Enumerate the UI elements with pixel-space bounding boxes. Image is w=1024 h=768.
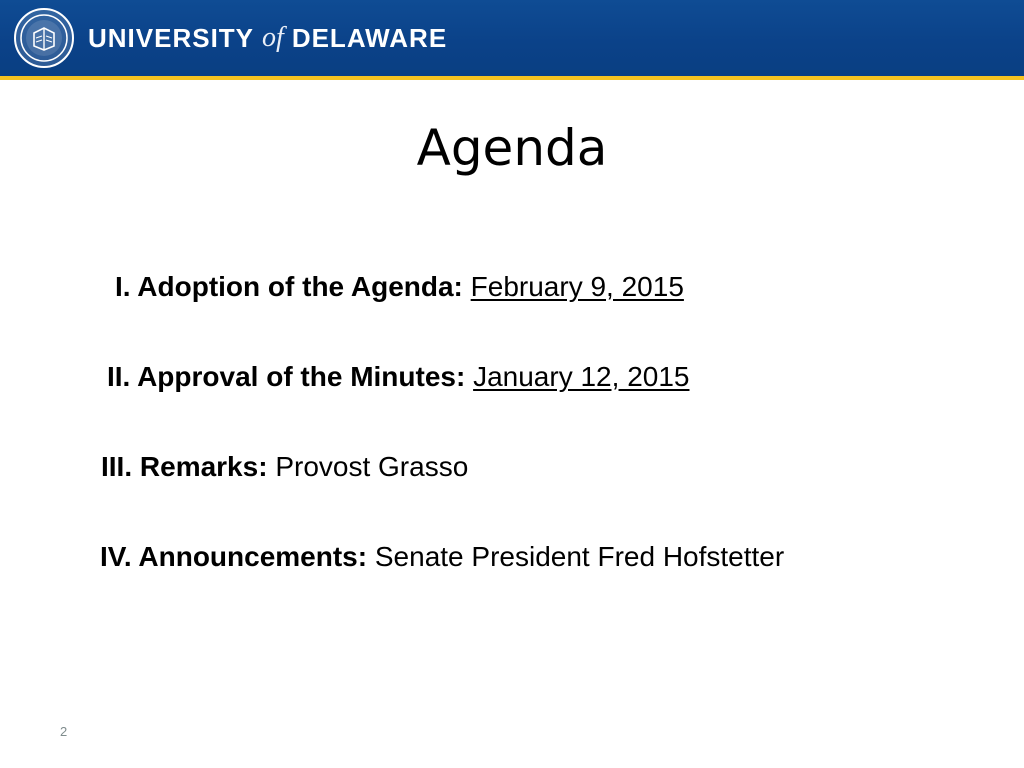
agenda-item-value: Provost Grasso <box>275 451 469 482</box>
agenda-item-minutes <box>107 360 689 394</box>
agenda-item-label: II. Approval of the Minutes: <box>107 361 466 392</box>
agenda-item-date-link[interactable]: February 9, 2015 <box>470 271 684 302</box>
agenda-item-remarks <box>101 450 468 484</box>
university-seal-icon <box>14 8 74 68</box>
page-number: 2 <box>60 724 68 739</box>
wordmark-university: UNIVERSITY <box>88 22 255 53</box>
agenda-item-label: IV. Announcements: <box>100 541 368 572</box>
agenda-item-announcements <box>100 540 784 574</box>
header-bar <box>0 0 1024 76</box>
agenda-item-value: Senate President Fred Hofstetter <box>374 541 785 572</box>
agenda-item-adoption <box>115 270 684 304</box>
university-wordmark <box>88 18 447 58</box>
agenda-item-label: III. Remarks: <box>101 451 268 482</box>
header-accent-stripe <box>0 76 1024 80</box>
wordmark-of: of <box>262 22 284 53</box>
agenda-item-date-link[interactable]: January 12, 2015 <box>473 361 690 392</box>
slide-title: Agenda <box>416 119 608 177</box>
agenda-item-label: I. Adoption of the Agenda: <box>115 271 463 302</box>
wordmark-delaware: DELAWARE <box>291 22 448 53</box>
